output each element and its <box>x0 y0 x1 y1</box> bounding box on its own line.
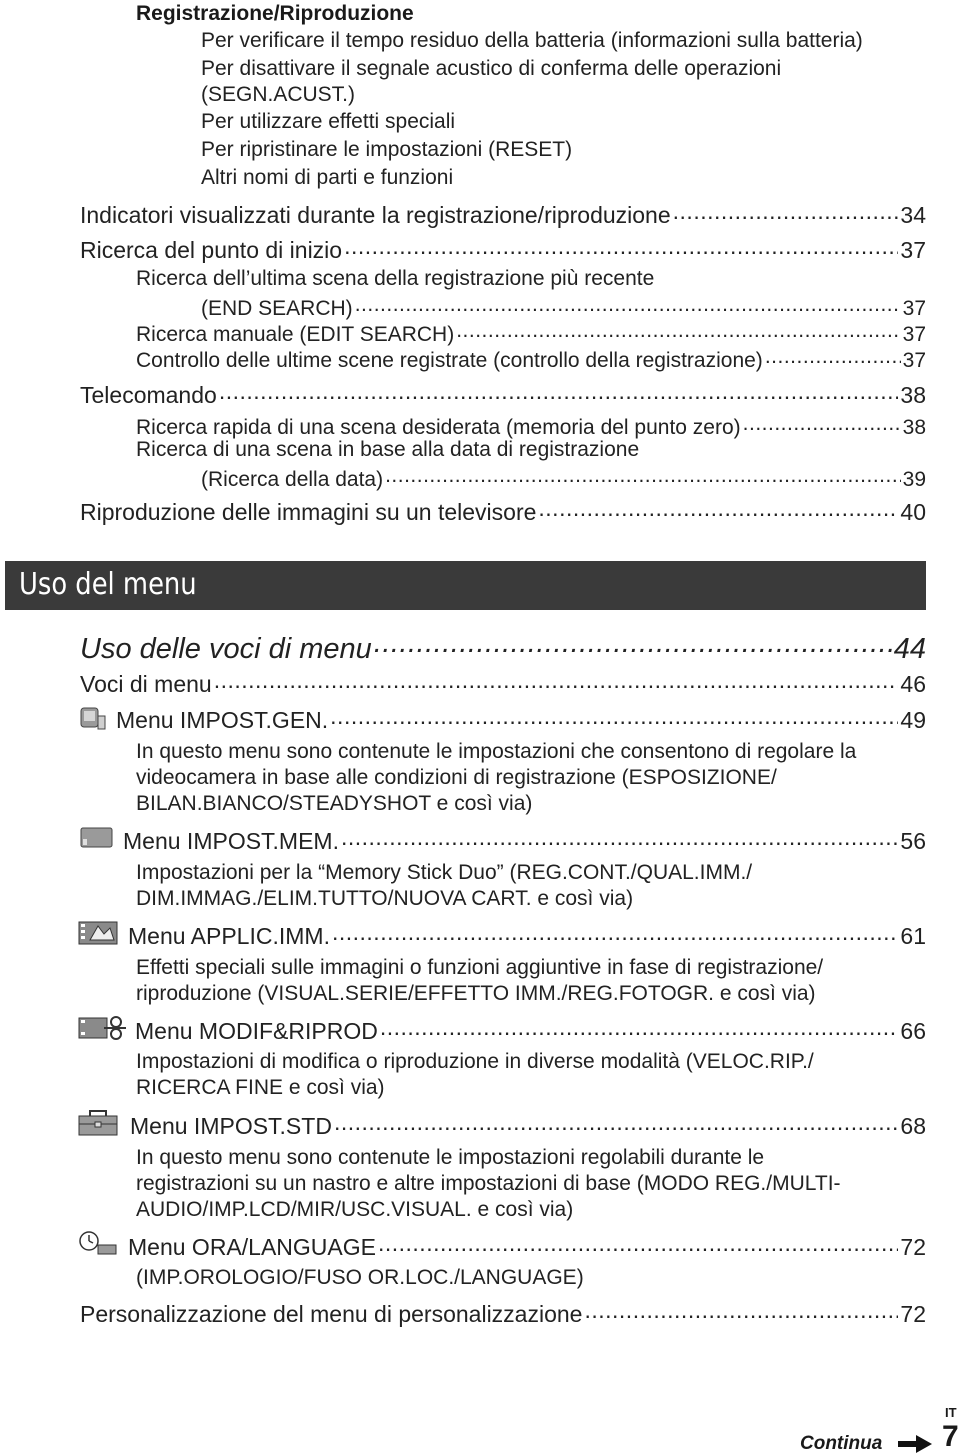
menu-desc: Impostazioni di modifica o riproduzione in diverse modalità (VELOC.RIP./ <box>136 1050 814 1073</box>
toc-subentry-memoria[interactable]: Ricerca rapida di una scena desiderata (memoria del punto zero) ..... 38 <box>136 413 926 440</box>
menu-desc: registrazioni su un nastro e altre impostazioni di base (MODO REG./MULTI- <box>136 1172 841 1195</box>
sub-item: Per disattivare il segnale acustico di conferma delle operazioni <box>201 57 782 80</box>
menu-entry-modif-riprod[interactable]: Menu MODIF&RIPROD ..... 66 <box>135 1016 926 1045</box>
language-code: IT <box>945 1405 957 1420</box>
menu-desc: BILAN.BIANCO/STEADYSHOT e così via) <box>136 792 533 815</box>
toc-subentry-text: Ricerca dell’ultima scena della registrazione più recente <box>136 267 655 290</box>
menu-entry-impost-std[interactable]: Menu IMPOST.STD ..... 68 <box>130 1111 926 1140</box>
toc-subentry-controllo[interactable]: Controllo delle ultime scene registrate (controllo della registrazione) ..... 37 <box>136 346 926 373</box>
menu-desc: AUDIO/IMP.LCD/MIR/USC.VISUAL. e così via) <box>136 1198 574 1221</box>
impost-std-icon <box>78 1109 120 1137</box>
menu-entry-ora-language[interactable]: Menu ORA/LANGUAGE ..... 72 <box>128 1232 926 1261</box>
sub-item: Per ripristinare le impostazioni (RESET) <box>201 138 573 161</box>
menu-desc: DIM.IMMAG./ELIM.TUTTO/NUOVA CART. e così via) <box>136 887 634 910</box>
impost-gen-icon <box>80 706 106 730</box>
sub-item: Per verificare il tempo residuo della batteria (informazioni sulla batteria) <box>201 29 863 52</box>
toc-entry-personalizzazione[interactable]: Personalizzazione del menu di personalizzazione ..... 72 <box>80 1299 926 1328</box>
toc-subentry-edit-search[interactable]: Ricerca manuale (EDIT SEARCH) ..... 37 <box>136 320 926 347</box>
menu-desc: Impostazioni per la “Memory Stick Duo” (REG.CONT./QUAL.IMM./ <box>136 861 753 884</box>
menu-desc: RICERCA FINE e così via) <box>136 1076 385 1099</box>
menu-entry-applic-imm[interactable]: Menu APPLIC.IMM. ..... 61 <box>128 921 926 950</box>
menu-desc: In questo menu sono contenute le impostazioni regolabili durante le <box>136 1146 765 1169</box>
menu-entry-impost-mem[interactable]: Menu IMPOST.MEM. ..... 56 <box>123 826 926 855</box>
toc-subentry-end-search[interactable]: (END SEARCH) ..... 37 <box>201 294 926 321</box>
toc-subentry-ricerca-data[interactable]: (Ricerca della data) ..... 39 <box>201 465 926 492</box>
impost-mem-icon <box>80 827 114 849</box>
section-band-title: Uso del menu <box>19 567 197 602</box>
section-heading: Registrazione/Riproduzione <box>136 2 414 25</box>
toc-entry-telecomando[interactable]: Telecomando ..... 38 <box>80 380 926 409</box>
sub-item: Per utilizzare effetti speciali <box>201 110 456 133</box>
arrow-right-icon <box>898 1434 934 1454</box>
toc-entry-riproduzione-tv[interactable]: Riproduzione delle immagini su un televisore ..... 40 <box>80 497 926 526</box>
menu-desc: (IMP.OROLOGIO/FUSO OR.LOC./LANGUAGE) <box>136 1266 584 1289</box>
menu-desc: videocamera in base alle condizioni di registrazione (ESPOSIZIONE/ <box>136 766 777 789</box>
toc-entry-uso-voci[interactable]: Uso delle voci di menu ..... 44 <box>80 629 926 666</box>
toc-entry-indicatori[interactable]: Indicatori visualizzati durante la registrazione/riproduzione ..... 34 <box>80 200 926 229</box>
menu-entry-impost-gen[interactable]: Menu IMPOST.GEN. ..... 49 <box>116 705 926 734</box>
sub-item: Altri nomi di parti e funzioni <box>201 166 454 189</box>
menu-desc: Effetti speciali sulle immagini o funzioni aggiuntive in fase di registrazione/ <box>136 956 824 979</box>
toc-entry-voci[interactable]: Voci di menu ..... 46 <box>80 669 926 698</box>
menu-desc: riproduzione (VISUAL.SERIE/EFFETTO IMM./REG.FOTOGR. e così via) <box>136 982 816 1005</box>
continua-label: Continua <box>800 1433 883 1454</box>
modif-riprod-icon <box>78 1014 128 1042</box>
page-number: 7 <box>942 1420 959 1453</box>
toc-subentry-text: Ricerca di una scena in base alla data di registrazione <box>136 438 640 461</box>
section-band <box>5 561 926 610</box>
clock-icon <box>78 1230 120 1256</box>
sub-item: (SEGN.ACUST.) <box>201 83 356 106</box>
applic-imm-icon <box>78 920 120 946</box>
menu-desc: In questo menu sono contenute le impostazioni che consentono di regolare la <box>136 740 857 763</box>
toc-entry-ricerca[interactable]: Ricerca del punto di inizio ..... 37 <box>80 235 926 264</box>
